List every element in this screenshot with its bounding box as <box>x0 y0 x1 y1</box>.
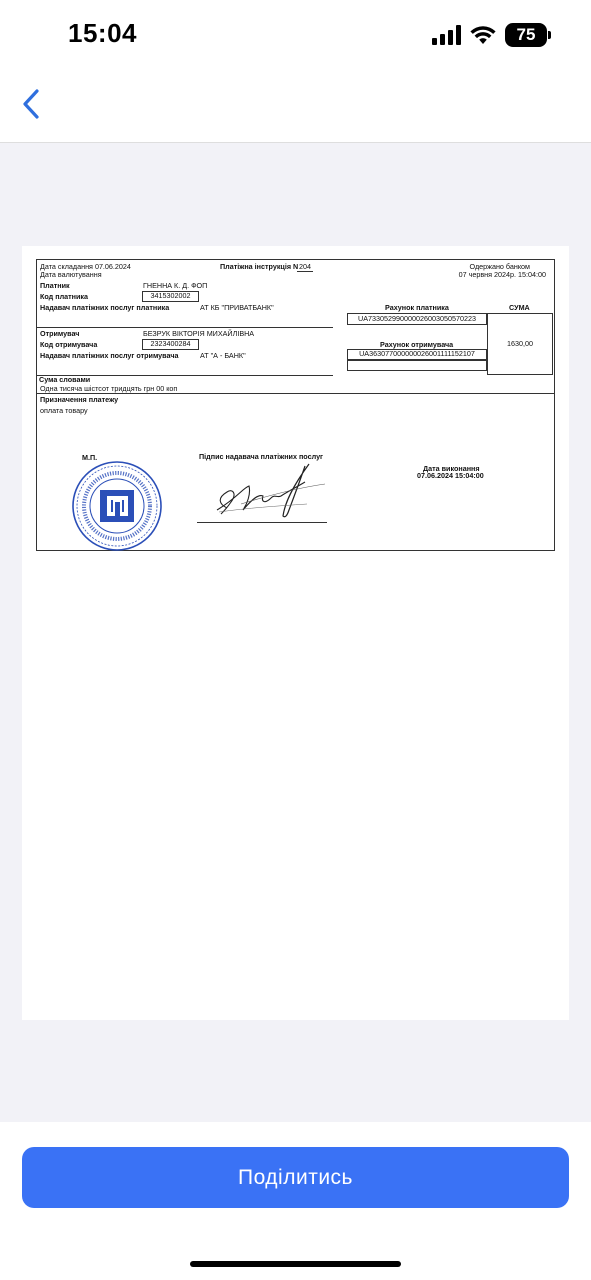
payer-bank: АТ КБ "ПРИВАТБАНК" <box>200 303 274 312</box>
recipient-bank-label: Надавач платіжних послуг отримувача <box>40 351 179 360</box>
recipient-account-extra-box <box>347 360 487 371</box>
recipient-code-label: Код отримувача <box>40 340 98 349</box>
instruction-number: 204 <box>299 262 311 271</box>
payer-name: ГНЕННА К. Д. ФОП <box>143 281 208 290</box>
status-icons <box>432 22 547 48</box>
status-time: 15:04 <box>68 18 137 48</box>
bank-stamp-icon <box>71 460 163 552</box>
amount-words: Одна тисяча шістсот тридцять грн 00 коп <box>40 384 178 393</box>
payer-code: 3415302002 <box>142 291 199 302</box>
share-button[interactable]: Поділитись <box>22 1147 569 1208</box>
recipient-bank: АТ "А - БАНК" <box>200 351 246 360</box>
purpose-label: Призначення платежу <box>40 395 119 404</box>
instruction-label: Платіжна інструкція N <box>220 262 299 271</box>
recipient-code: 2323400284 <box>142 339 199 350</box>
battery-icon: 75 <box>505 23 547 47</box>
home-indicator[interactable] <box>190 1261 401 1267</box>
received-datetime: 07 червня 2024р. 15:04:00 <box>458 270 546 279</box>
payer-account-label: Рахунок платника <box>385 303 449 312</box>
payment-instruction <box>36 259 555 551</box>
bottom-bar <box>0 1122 591 1280</box>
stamp-label: М.П. <box>82 453 98 462</box>
date-composed: Дата складання 07.06.2024 <box>40 262 131 271</box>
signature-image <box>197 458 337 526</box>
signature-label: Підпис надавача платіжних послуг <box>199 452 324 461</box>
back-button[interactable] <box>16 84 46 124</box>
recipient-account-label: Рахунок отримувача <box>380 340 454 349</box>
value-date-label: Дата валютування <box>40 270 102 279</box>
top-bar <box>0 0 591 143</box>
recipient-name: БЕЗРУК ВІКТОРІЯ МИХАЙЛІВНА <box>143 329 255 338</box>
amount-words-label: Сума словами <box>39 375 91 384</box>
payer-label: Платник <box>40 281 70 290</box>
chevron-left-icon <box>22 89 40 119</box>
execution-datetime: 07.06.2024 15:04:00 <box>417 471 484 480</box>
amount-label: СУМА <box>509 303 530 312</box>
payer-bank-label: Надавач платіжних послуг платника <box>40 303 170 312</box>
received-label: Одержано банком <box>469 262 530 271</box>
cellular-signal-icon <box>432 25 461 45</box>
amount-value: 1630,00 <box>487 313 553 375</box>
wifi-icon <box>470 25 496 45</box>
recipient-account: UA363077000000026001111152107 <box>347 349 487 360</box>
execution-label: Дата виконання <box>423 464 480 473</box>
recipient-label: Отримувач <box>40 329 80 338</box>
purpose-text: оплата товару <box>40 406 88 415</box>
payer-code-label: Код платника <box>40 292 89 301</box>
payer-account: UA733052990000026003050570223 <box>347 313 487 325</box>
